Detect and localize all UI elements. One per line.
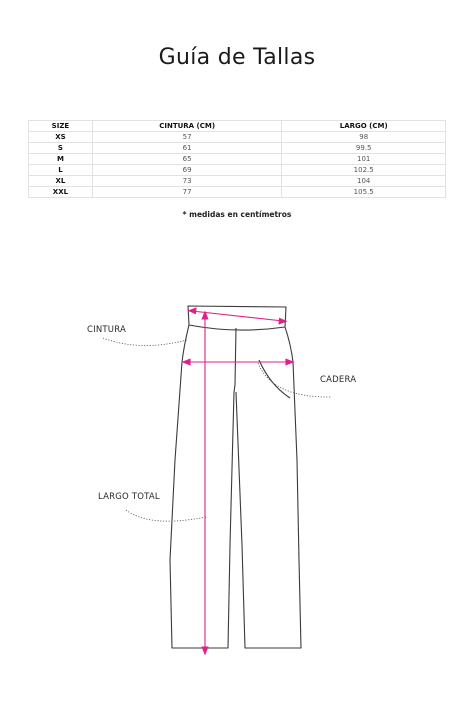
length-cell: 99.5 [282,143,446,154]
pants-outline [170,306,301,648]
hip-arrow-right-icon [286,359,293,365]
column-header-length: LARGO (CM) [282,121,446,132]
measurement-note: * medidas en centímetros [182,210,292,219]
crotch-seam [234,328,236,392]
length-arrow-bottom-icon [202,647,208,654]
length-cell: 102.5 [282,165,446,176]
waist-cell: 77 [92,187,282,198]
size-cell: XL [29,176,93,187]
size-cell: XS [29,132,93,143]
hip-arrow-left-icon [183,359,190,365]
waist-label: CINTURA [87,325,126,335]
hip-label: CADERA [320,375,357,385]
waist-cell: 57 [92,132,282,143]
size-cell: S [29,143,93,154]
waist-cell: 69 [92,165,282,176]
pants-right-leg [236,327,301,648]
page-title: Guía de Tallas [158,45,316,70]
pants-left-leg [170,325,234,648]
length-leader-line [126,510,206,521]
length-cell: 101 [282,154,446,165]
length-cell: 105.5 [282,187,446,198]
waist-leader-line [103,338,187,346]
waist-cell: 65 [92,154,282,165]
waist-cell: 61 [92,143,282,154]
length-cell: 98 [282,132,446,143]
size-cell: M [29,154,93,165]
column-header-waist: CINTURA (CM) [92,121,282,132]
column-header-size: SIZE [29,121,93,132]
size-cell: XXL [29,187,93,198]
length-label: LARGO TOTAL [98,492,160,502]
waist-cell: 73 [92,176,282,187]
measurement-guides [183,308,293,654]
pocket-seam [259,360,290,398]
length-cell: 104 [282,176,446,187]
waist-arrow-left-icon [189,308,196,313]
size-cell: L [29,165,93,176]
